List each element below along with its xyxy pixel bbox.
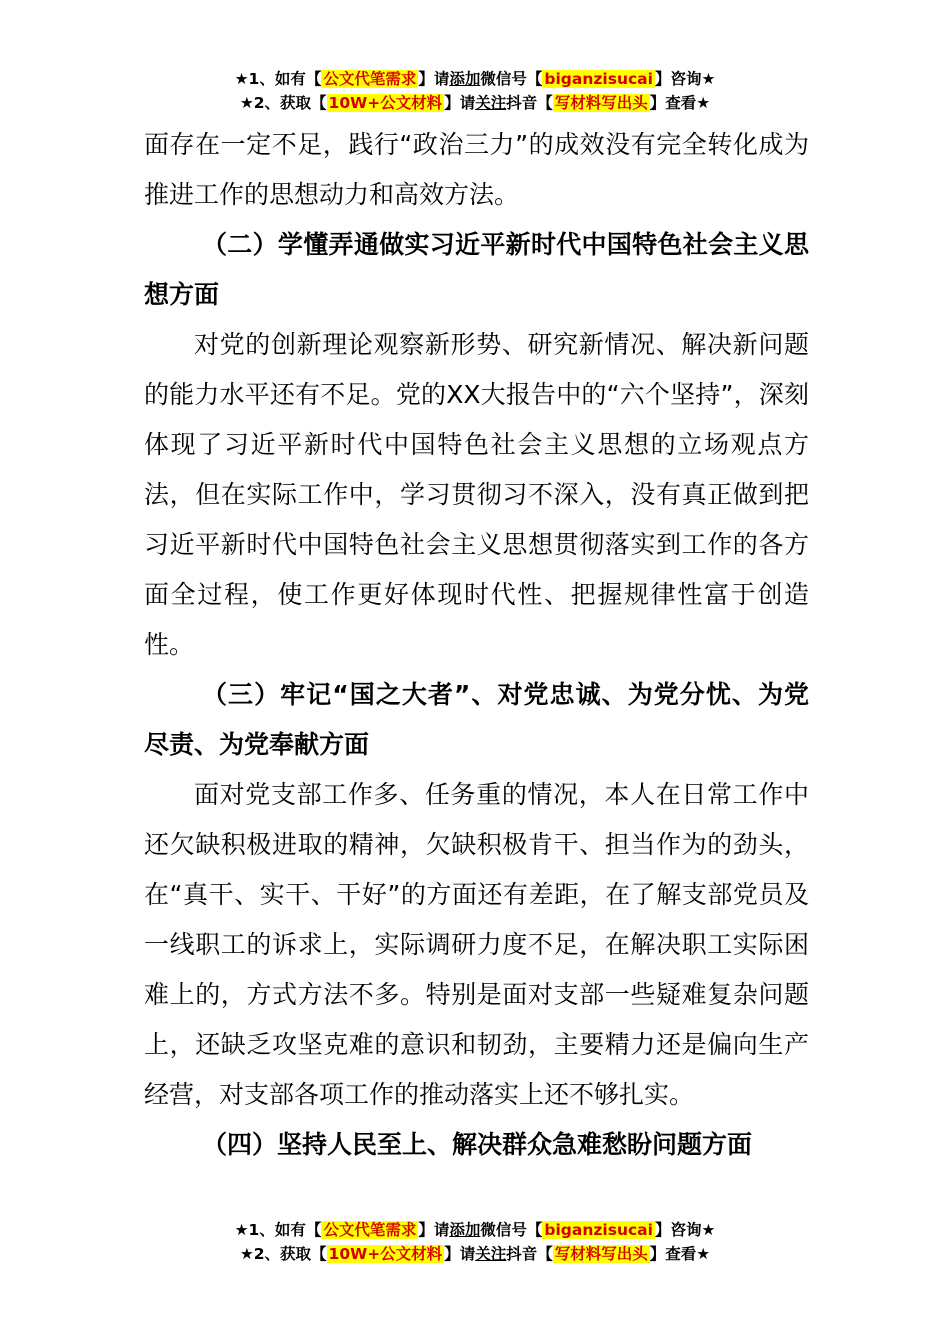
banner-text: ★2、获取【 [239,1245,327,1263]
banner-text: 】咨询★ [654,70,716,88]
footer-banner-line-2 [0,1243,950,1265]
banner-text: 抖音【 [506,94,553,112]
section-heading-3: （三）牢记“国之大者”、对党忠诚、为党分忧、为党尽责、为党奉献方面 [144,680,809,759]
banner-text: ★2、获取【 [239,94,327,112]
banner-text: 】请 [444,1245,476,1263]
banner-text: 】请 [444,94,476,112]
header-banner-line-1 [0,68,950,90]
banner-emphasis: 添加 [449,1221,481,1239]
banner-text: ★1、如有【 [234,70,322,88]
banner-text: 】咨询★ [654,1221,716,1239]
banner-highlight: 10W+公文材料 [328,1245,443,1263]
header-banner-line-2 [0,92,950,114]
banner-douyin-id: 写材料写出头 [554,94,648,112]
banner-emphasis: 关注 [475,94,507,112]
section-heading-4: （四）坚持人民至上、解决群众急难愁盼问题方面 [202,1130,753,1159]
banner-wechat-id: biganzisucai [544,1221,653,1239]
banner-text: 】查看★ [649,94,711,112]
footer-banner-line-1 [0,1219,950,1241]
document-body [144,120,809,1170]
section-heading-2: （二）学懂弄通做实习近平新时代中国特色社会主义思想方面 [144,230,809,309]
banner-highlight: 公文代笔需求 [323,1221,417,1239]
banner-emphasis: 关注 [475,1245,507,1263]
paragraph-section-3: 面对党支部工作多、任务重的情况，本人在日常工作中还欠缺积极进取的精神，欠缺积极肯干、担当作为的劲头，在“真干、实干、干好”的方面还有差距，在了解支部党员及一线职工的诉求上，实际调研力度不足，在解决职工实际困难上的，方式方法不多。特别是面对支部一些疑难复杂问题上，还缺乏攻坚克难的意识和韧劲，主要精力还是偏向生产经营，对支部各项工作的推动落实上还不够扎实。 [144,780,809,1109]
banner-emphasis: 添加 [449,70,481,88]
banner-text: 微信号【 [480,1221,543,1239]
banner-text: 】请 [418,70,450,88]
banner-douyin-id: 写材料写出头 [554,1245,648,1263]
banner-text: 抖音【 [506,1245,553,1263]
paragraph-section-2: 对党的创新理论观察新形势、研究新情况、解决新问题的能力水平还有不足。党的XX大报告中的“六个坚持”，深刻体现了习近平新时代中国特色社会主义思想的立场观点方法，但在实际工作中，学习贯彻习不深入，没有真正做到把习近平新时代中国特色社会主义思想贯彻落实到工作的各方面全过程，使工作更好体现时代性、把握规律性富于创造性。 [144,330,809,659]
banner-text: 微信号【 [480,70,543,88]
banner-text: 】请 [418,1221,450,1239]
banner-text: ★1、如有【 [234,1221,322,1239]
banner-text: 】查看★ [649,1245,711,1263]
banner-highlight: 公文代笔需求 [323,70,417,88]
banner-highlight: 10W+公文材料 [328,94,443,112]
banner-wechat-id: biganzisucai [544,70,653,88]
paragraph-continued: 面存在一定不足，践行“政治三力”的成效没有完全转化成为推进工作的思想动力和高效方法。 [144,130,809,209]
